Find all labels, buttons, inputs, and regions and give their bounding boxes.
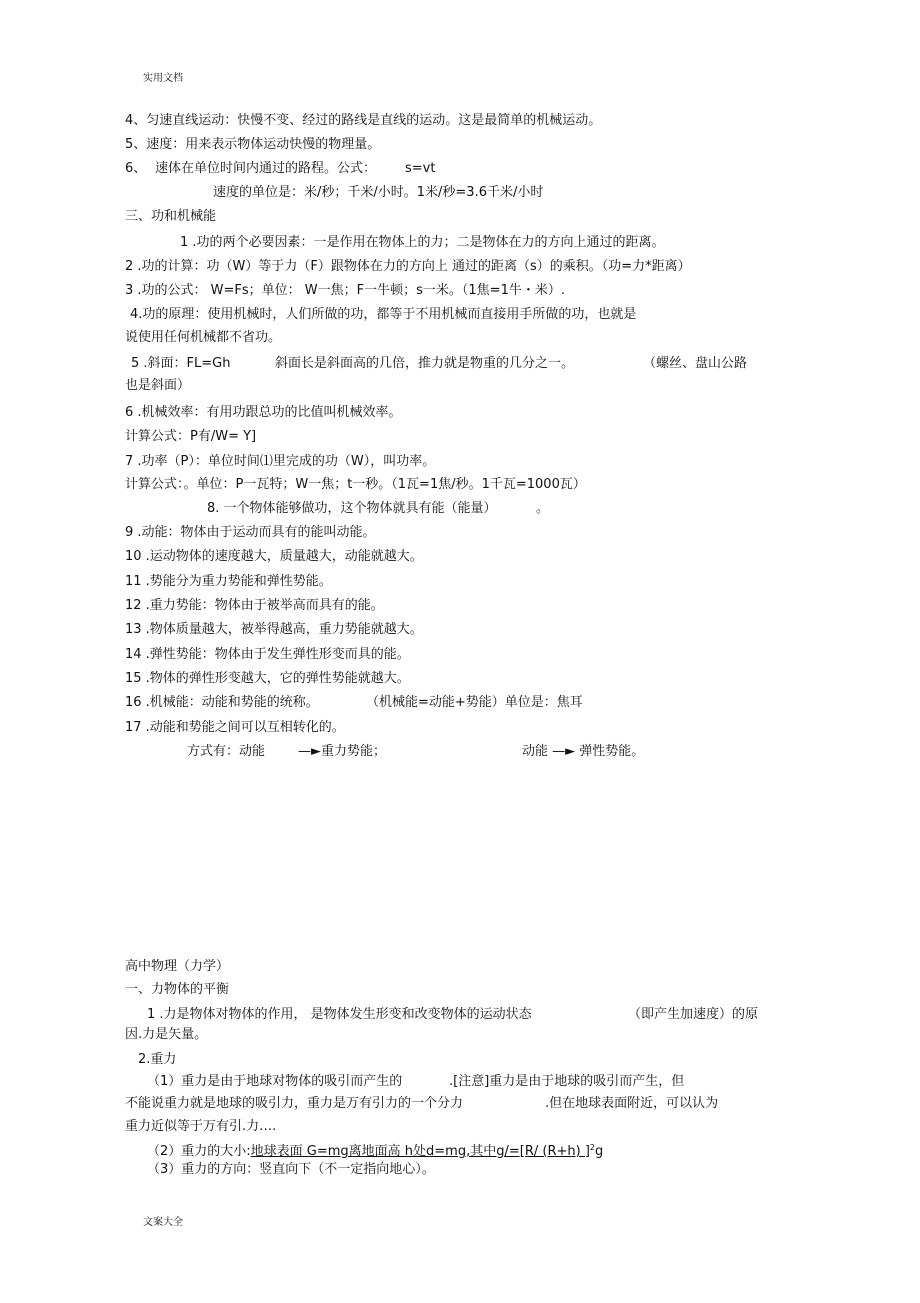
formula-svt: s=vt — [405, 161, 436, 176]
gravity-item-2 — [147, 1139, 603, 1161]
work-item-9: 9 .动能：物体由于运动而具有的能叫动能。 — [125, 525, 376, 540]
work-item-1: 1 .功的两个必要因素：一是作用在物体上的力；二是物体在力的方向上通过的距离。 — [180, 235, 665, 250]
work-item-4-cont: 说使用任何机械都不省功。 — [125, 330, 282, 345]
conversion-elastic: 动能 —► 弹性势能。 — [522, 744, 645, 759]
work-item-8: 8. 一个物体能够做功，这个物体就具有能（能量） — [207, 501, 497, 516]
gravity-item-1-note: .[注意]重力是由于地球的吸引而产生，但 — [449, 1074, 685, 1089]
work-item-8-end: 。 — [536, 501, 550, 516]
work-item-14: 14 .弹性势能：物体由于发生弹性形变而具的能。 — [125, 647, 410, 662]
work-item-5-note: （螺丝、盘山公路 — [643, 356, 748, 371]
work-item-16: 16 .机械能：动能和势能的统称。 — [125, 695, 319, 710]
gravity-item-1-cont: 不能说重力就是地球的吸引力，重力是万有引力的一个分力 — [125, 1096, 464, 1111]
gravity-size-superscript: 2 — [589, 1143, 595, 1152]
section-heading-force: 一、力物体的平衡 — [125, 982, 230, 997]
work-item-5-desc: 斜面长是斜面高的几倍，推力就是物重的几分之一。 — [275, 356, 575, 371]
section-heading-work-energy: 三、功和机械能 — [125, 209, 217, 224]
page-header: 实用文档 — [143, 73, 183, 84]
force-item-1: 1 .力是物体对物体的作用， 是物体发生形变和改变物体的运动状态 — [147, 1007, 532, 1022]
gravity-title: 2.重力 — [138, 1052, 177, 1067]
work-item-6: 6 .机械效率：有用功跟总功的比值叫机械效率。 — [125, 405, 402, 420]
work-item-12: 12 .重力势能：物体由于被举高而具有的能。 — [125, 598, 384, 613]
force-item-1-note: （即产生加速度）的原 — [628, 1007, 759, 1022]
work-item-3: 3 .功的公式： W=Fs；单位： W一焦；F一牛顿；s一米。（1焦=1牛・米）. — [125, 283, 565, 298]
page-footer: 文案大全 — [143, 1217, 183, 1228]
conversion-way: 方式有：动能 — [187, 744, 266, 759]
work-item-11: 11 .势能分为重力势能和弹性势能。 — [125, 574, 332, 589]
text-line-6: 速体在单位时间内通过的路程。公式： — [155, 161, 377, 176]
gravity-item-1-cont2: .但在地球表面附近，可以认为 — [545, 1096, 719, 1111]
work-item-10: 10 .运动物体的速度越大，质量越大，动能就越大。 — [125, 549, 423, 564]
work-item-4: 4.功的原理：使用机械时，人们所做的功，都等于不用机械而直接用手所做的功，也就是 — [130, 307, 637, 322]
work-item-5: 5 .斜面：FL=Gh — [131, 356, 231, 371]
text-line-5: 5、速度：用来表示物体运动快慢的物理量。 — [125, 137, 381, 152]
power-formula: 计算公式：。单位：P一瓦特；W一焦；t一秒。（1瓦=1焦/秒。1千瓦=1000瓦） — [125, 477, 586, 492]
work-item-17: 17 .动能和势能之间可以互相转化的。 — [125, 720, 345, 735]
text-line-6-number: 6、 — [125, 161, 147, 176]
work-item-2: 2 .功的计算：功（W）等于力（F）跟物体在力的方向上 通过的距离（s）的乘积。（功=力*距离） — [125, 259, 691, 274]
force-item-1-cont: 因.力是矢量。 — [125, 1027, 208, 1042]
gravity-item-3: （3）重力的方向：竖直向下（不一定指向地心）。 — [147, 1162, 435, 1177]
text-line-4: 4、匀速直线运动：快慢不变、经过的路线是直线的运动。这是最简单的机械运动。 — [125, 113, 602, 128]
part-title: 高中物理（力学） — [125, 959, 230, 974]
gravity-size-g: g — [594, 1144, 604, 1159]
work-item-5-cont: 也是斜面） — [125, 378, 191, 393]
gravity-size-label: （2）重力的大小: — [147, 1144, 251, 1159]
gravity-item-1-end: 重力近似等于万有引.力…. — [125, 1119, 277, 1134]
efficiency-formula: 计算公式：P有/W= Y] — [125, 429, 257, 444]
speed-units-line: 速度的单位是：米/秒；千米/小时。1米/秒=3.6千米/小时 — [213, 185, 544, 200]
gravity-item-1: （1）重力是由于地球对物体的吸引而产生的 — [147, 1074, 403, 1089]
work-item-13: 13 .物体质量越大，被举得越高，重力势能就越大。 — [125, 622, 423, 637]
conversion-gravity: —►重力势能； — [298, 744, 386, 759]
work-item-16-note: （机械能=动能+势能）单位是：焦耳 — [366, 695, 583, 710]
work-item-15: 15 .物体的弹性形变越大，它的弹性势能就越大。 — [125, 671, 410, 686]
gravity-size-formula: 地球表面 G=mg离地面高 h处d=mg,其中g/=[R/ (R+h) ] — [250, 1144, 590, 1159]
work-item-7: 7 .功率（P）：单位时间⑴里完成的功（W），叫功率。 — [125, 454, 436, 469]
